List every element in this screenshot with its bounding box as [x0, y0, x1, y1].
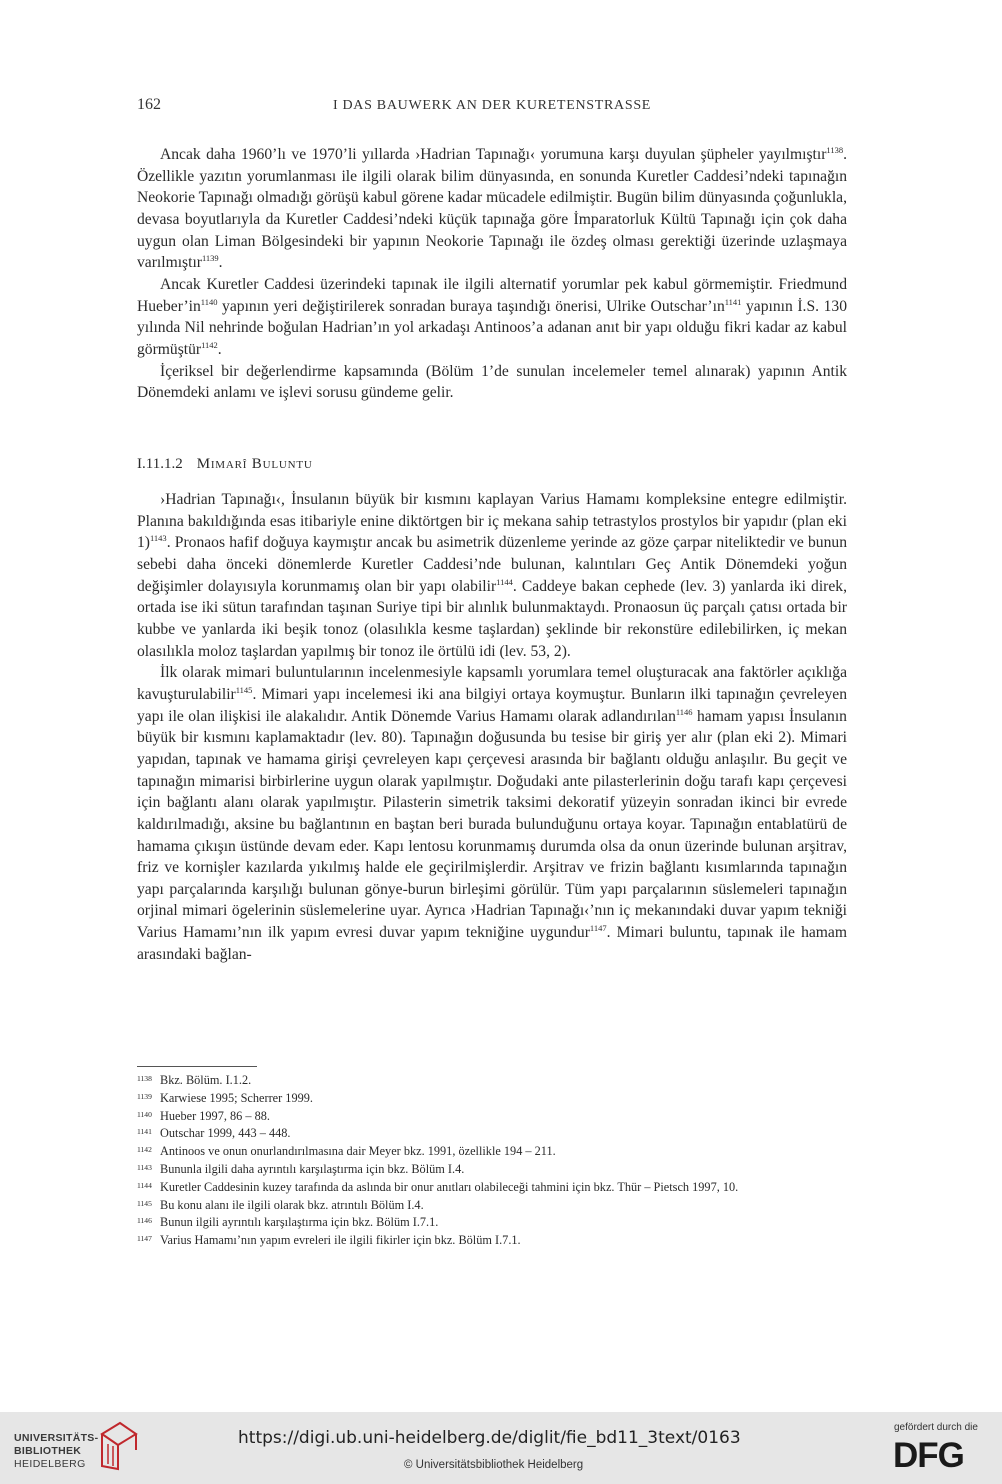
- footnote-text: Kuretler Caddesinin kuzey tarafında da aslında bir onur anıtları olabileceği tahmini için bkz. Thür – Pietsch 1997, 10.: [160, 1179, 739, 1194]
- footnote-text: Bkz. Bölüm. I.1.2.: [160, 1073, 252, 1087]
- paragraph-text: . Mimari yapı incelemesi iki ana bilgiyi ortaya koymuştur. Bunların ilki tapınağın çevreleyen yapı ile olan ilişkisi ile alakalıdır. Antik Dönemde Varius Hamamı olarak adlandırılan: [137, 685, 847, 725]
- footnote: [137, 1090, 849, 1108]
- library-name[interactable]: [14, 1432, 98, 1471]
- paragraph-text: . Caddeye bakan cephede (lev. 3) yanlarda iki direk, ortada ise iki sütun tarafından taşınan Suriye tipi bir alınlık bulunmaktaydı. Pronaosun üç parçalı çatısı ortada bir kubbe ve yanlarda iki beşik tonoz (olasılıkla kesme taşlardan) şeklinde bir rekonstüre edilebilirken, iç mekan olasılıkla moloz taşlardan yapılmış bir tonoz ile örtülü idi (lev. 53, 2).: [137, 577, 847, 660]
- footnote-ref[interactable]: 1141: [724, 296, 742, 307]
- footnote-ref[interactable]: 1146: [675, 706, 693, 717]
- footnote-ref[interactable]: 1139: [201, 253, 219, 264]
- paragraph-text: . Özellikle yazıtın yorumlanması ile ilgili olarak bilim dünyasında, en sonunda Kuretler Caddesi’ndeki tapınağın Neokorie Tapınağı olmadığı görüşü kabul görene kadar mücadele edilmiştir. Bugün bilim dünyasında çoğunlukla, devasa boyutlarıyla da Kuretler Caddesi’ndeki küçük tapınağa göre İmparatorluk Kültü Tapınağı için çok daha uygun olan Liman Bölgesindeki bir yapının Neokorie Tapınağı ile özdeş olması gerektiği üzerinde uzlaşmaya varılmıştır: [137, 146, 847, 272]
- footnote: [137, 1108, 849, 1126]
- footnote-ref[interactable]: 1142: [201, 339, 218, 350]
- paragraph-text: Ancak daha 1960’lı ve 1970’li yıllarda ›Hadrian Tapınağı‹ yorumuna karşı duyulan şüpheler yayılmıştır: [160, 146, 827, 163]
- page-header: [137, 96, 847, 120]
- paragraph: [137, 662, 847, 965]
- footnote-number: 1147: [137, 1234, 152, 1244]
- paragraph-text: .: [217, 340, 222, 358]
- footnote-ref[interactable]: 1144: [496, 576, 513, 587]
- paragraph: [137, 489, 847, 662]
- footnote: [137, 1125, 849, 1143]
- paragraph-text: hamam yapısı İnsulanın büyük bir kısmını kaplamaktadır (lev. 80). Tapınağın doğusunda bu tesise bir giriş yer alır (plan eki 2). Mimari yapıdan, tapınak ve hamama girişi çevreleyen kapı çerçevesi arasında bir bağlantı olduğu anlaşılır. Bu geçit ve tapınağın mimarisi birbirlerine uygun olarak yapılmıştır. Doğudaki ante pilasterlerinin doğu tarafı kapı çerçevesi için bağlantı alanı olarak yapılmıştır. Pilasterin simetrik taksimi dekoratif yüzeyin sonradan ikinci bir evrede kaldırılmadığı, aksine bu bağlantının en baştan beri burada bulunduğunu ortaya koyar. Tapınağın entablatürü de hamama çıkışın üstünde devam eder. Kapı lentosu korunmamış durumda olsa da onun üzerinde bulunan arşitrav, friz ve kornişler kazılarda yıkılmış halde ele geçirilmişlerdir. Arşitrav ve frizin bağlantı kısımlarında tapınağın yapı parçalarında karşılığı bulunan gönye-burun birleşimi görülür. Tüm yapı parçalarının süslemeleri tapınağın orjinal mimari ögelerinin süslemelerine uyar. Ayrıca ›Hadrian Tapınağı‹’nın iç mekanındaki duvar yapım tekniği Varius Hamamı’nın ilk yapım evresi duvar yapım tekniğine uygundur: [137, 707, 847, 942]
- paragraph-text: ›Hadrian Tapınağı‹, İnsulanın büyük bir kısmını kaplayan Varius Hamamı kompleksine entegre edilmiştir. Planına bakıldığında esas itibariyle enine diktörtgen bir iç mekana sahip tetrastylos prostylos bir yapıdır (plan eki 1): [137, 491, 847, 552]
- paragraph-text: .: [218, 254, 223, 272]
- paragraph-text: İçeriksel bir değerlendirme kapsamında (Bölüm 1’de sunulan incelemeler temel alınarak) yapının Antik Dönemdeki anlamı ve işlevi sorusu gündeme gelir.: [137, 362, 847, 402]
- footnote-number: 1143: [137, 1162, 152, 1172]
- footnote: [137, 1072, 849, 1090]
- footnote: [137, 1214, 849, 1232]
- footnote-number: 1140: [137, 1109, 152, 1119]
- footnote-text: Karwiese 1995; Scherrer 1999.: [160, 1090, 313, 1105]
- footnote-ref[interactable]: 1138: [826, 144, 844, 155]
- page-url-link[interactable]: https://digi.ub.uni-heidelberg.de/diglit/fie_bd11_3text/0163: [238, 1428, 741, 1448]
- section-number: I.11.1.2: [137, 456, 183, 472]
- paragraph: [137, 144, 847, 274]
- body-text-top: [137, 144, 847, 404]
- footnote: [137, 1179, 849, 1197]
- footnote-number: 1146: [137, 1216, 152, 1226]
- running-title: I DAS BAUWERK AN DER KURETENSTRASSE: [332, 98, 652, 113]
- page-number: 162: [137, 96, 161, 113]
- paragraph: [137, 361, 847, 404]
- footnote-text: Outschar 1999, 443 – 448.: [160, 1126, 291, 1141]
- footnote-ref[interactable]: 1140: [200, 296, 218, 307]
- section-heading: [137, 456, 313, 473]
- library-line-2: BIBLIOTHEK: [14, 1445, 82, 1457]
- section-title: Mimarî Buluntu: [196, 456, 313, 472]
- footnote-number: 1142: [137, 1145, 152, 1155]
- footnote: [137, 1232, 849, 1250]
- footnote-ref[interactable]: 1143: [150, 533, 167, 544]
- footnote-number: 1139: [137, 1091, 152, 1101]
- footnote-number: 1138: [137, 1074, 152, 1083]
- footnote: [137, 1161, 849, 1179]
- footnote-text: Antinoos ve onun onurlandırılmasına dair Meyer bkz. 1991, özellikle 194 – 211.: [160, 1144, 556, 1159]
- paragraph-text: yapının yeri değiştirilerek sonradan buraya taşındığı önerisi, Ulrike Outschar’ın: [217, 297, 725, 315]
- dfg-logo[interactable]: DFG: [893, 1436, 964, 1475]
- body-text-section: [137, 489, 847, 965]
- dfg-caption: gefördert durch die: [894, 1422, 978, 1433]
- footnote: [137, 1197, 849, 1215]
- footnote: [137, 1143, 849, 1161]
- paragraph-text: . Mimari buluntu, tapınak ile hamam arasındaki bağlan-: [137, 924, 847, 963]
- footnote-text: Hueber 1997, 86 – 88.: [160, 1108, 270, 1123]
- library-logo-icon[interactable]: [98, 1420, 140, 1472]
- footnote-text: Varius Hamamı’nın yapım evreleri ile ilgili fikirler için bkz. Bölüm I.7.1.: [160, 1233, 521, 1248]
- footnote-rule: [137, 1066, 257, 1067]
- footnote-ref[interactable]: 1147: [589, 922, 607, 933]
- footer-bar: [0, 1412, 1002, 1484]
- paragraph-text: Ancak Kuretler Caddesi üzerindeki tapınak ile ilgili alternatif yorumlar pek kabul görmemiştir. Friedmund Hueber’in: [137, 275, 847, 315]
- paragraph-text: İlk olarak mimari buluntularının incelenmesiyle kapsamlı yorumlara temel oluşturacak ana faktörler açıklığa kavuşturulabilir: [137, 664, 847, 703]
- footnote-text: Bununla ilgili daha ayrıntılı karşılaştırma için bkz. Bölüm I.4.: [160, 1161, 465, 1176]
- footnote-text: Bu konu alanı ile ilgili olarak bkz. atrıntılı Bölüm I.4.: [160, 1197, 424, 1212]
- library-line-3: HEIDELBERG: [14, 1458, 86, 1470]
- paragraph: [137, 274, 847, 361]
- paragraph-text: . Pronaos hafif doğuya kaymıştır ancak bu asimetrik düzenleme yerinde az göze çarpar niteliktedir ve bunun sebebi daha önceki dönemlerde Kuretler Caddesi’nde bulunan, kalıntıları Geç Antik Dönemdeki yoğun değişimler dolayısıyla korunmamış olan bir yapı olabilir: [137, 534, 847, 595]
- footnote-text: Bunun ilgili ayrıntılı karşılaştırma için bkz. Bölüm I.7.1.: [160, 1215, 439, 1230]
- copyright-notice: © Universitätsbibliothek Heidelberg: [404, 1459, 584, 1471]
- footnote-number: 1144: [137, 1180, 152, 1190]
- library-line-1: UNIVERSITÄTS-: [14, 1432, 99, 1444]
- footnote-number: 1141: [137, 1127, 152, 1137]
- footnote-ref[interactable]: 1145: [235, 684, 253, 695]
- footnote-number: 1145: [137, 1198, 152, 1208]
- footnotes: [137, 1072, 849, 1250]
- paragraph-text: yapının İ.S. 130 yılında Nil nehrinde boğulan Hadrian’ın yol arkadaşı Antinoos’a adanan anıt bir yapı olduğu fikri kadar az kabul görmüştür: [137, 297, 847, 358]
